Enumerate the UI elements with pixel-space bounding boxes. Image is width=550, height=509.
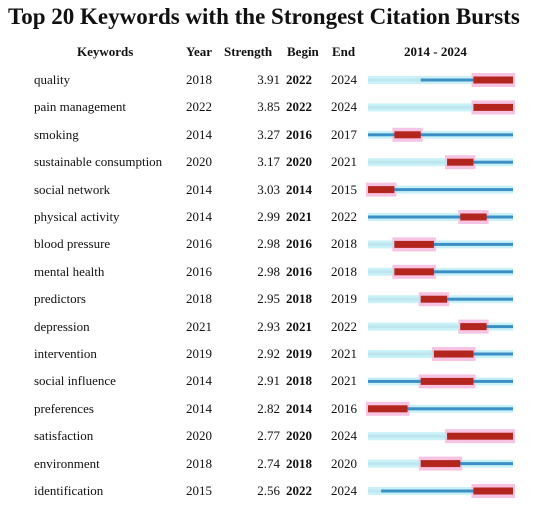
row-strength: 2.93 (257, 318, 280, 334)
row-begin: 2022 (286, 483, 312, 498)
chart-title: Top 20 Keywords with the Strongest Citation Bursts (8, 4, 520, 29)
row-strength: 2.95 (257, 291, 280, 307)
row-strength: 2.99 (257, 209, 280, 224)
burst-bar (421, 460, 461, 467)
row-strength: 3.03 (257, 181, 280, 197)
burst-bar (473, 77, 513, 84)
row-begin: 2021 (286, 209, 312, 224)
row-end: 2016 (331, 400, 357, 416)
inactive-segment (368, 243, 394, 246)
row-keyword: intervention (34, 346, 97, 361)
active-segment (368, 216, 513, 219)
row-begin: 2016 (286, 263, 312, 279)
header-range: 2014 - 2024 (404, 44, 467, 59)
row-year: 2021 (186, 318, 212, 334)
burst-bar (368, 186, 394, 193)
row-begin: 2016 (286, 236, 312, 252)
row-end: 2022 (331, 318, 357, 334)
row-year: 2018 (186, 455, 212, 471)
row-keyword: social network (34, 181, 111, 197)
row-year: 2014 (186, 209, 212, 224)
row-keyword: preferences (34, 400, 94, 416)
row-strength: 2.82 (257, 400, 280, 416)
row-keyword: pain management (34, 99, 127, 115)
row-keyword: social influence (34, 373, 116, 389)
row-strength: 2.74 (257, 455, 280, 471)
row-keyword: environment (34, 455, 100, 471)
inactive-segment (368, 353, 434, 356)
row-keyword: sustainable consumption (34, 154, 163, 170)
inactive-segment (368, 106, 473, 109)
row-end: 2020 (331, 455, 357, 471)
row-keyword: depression (34, 318, 90, 334)
row-begin: 2021 (286, 318, 312, 334)
row-end: 2019 (331, 291, 357, 307)
burst-bar (394, 241, 434, 248)
row-year: 2018 (186, 72, 212, 87)
burst-bar (394, 268, 434, 275)
row-strength: 2.92 (257, 346, 280, 361)
header-keywords: Keywords (77, 44, 134, 59)
row-keyword: quality (34, 72, 71, 87)
row-end: 2021 (331, 373, 357, 389)
row-end: 2024 (331, 483, 357, 498)
row-keyword: predictors (34, 291, 86, 307)
row-begin: 2022 (286, 72, 312, 87)
row-begin: 2022 (286, 99, 312, 115)
row-year: 2020 (186, 428, 212, 444)
row-year: 2016 (186, 236, 212, 252)
row-year: 2014 (186, 126, 212, 142)
inactive-segment (368, 298, 421, 301)
inactive-segment (368, 325, 460, 328)
row-end: 2022 (331, 209, 357, 224)
header-year: Year (186, 44, 212, 59)
burst-bar (447, 433, 513, 440)
row-strength: 3.17 (257, 154, 280, 170)
inactive-segment (368, 490, 381, 493)
header-begin: Begin (287, 44, 319, 59)
inactive-segment (368, 161, 447, 164)
row-strength: 3.85 (257, 99, 280, 115)
inactive-segment (368, 462, 421, 465)
row-begin: 2018 (286, 291, 312, 307)
row-end: 2024 (331, 72, 357, 87)
row-begin: 2018 (286, 373, 312, 389)
row-begin: 2020 (286, 428, 312, 444)
row-begin: 2018 (286, 455, 312, 471)
row-strength: 2.56 (257, 483, 280, 498)
row-year: 2014 (186, 400, 212, 416)
row-end: 2018 (331, 263, 357, 279)
row-strength: 2.91 (257, 373, 280, 389)
row-year: 2014 (186, 373, 212, 389)
row-begin: 2019 (286, 346, 312, 361)
active-segment (368, 133, 513, 136)
row-begin: 2014 (286, 400, 312, 416)
row-year: 2015 (186, 483, 212, 498)
row-strength: 2.98 (257, 236, 280, 252)
row-year: 2022 (186, 99, 212, 115)
row-begin: 2016 (286, 126, 312, 142)
row-year: 2019 (186, 346, 212, 361)
burst-bar (434, 351, 474, 358)
row-end: 2024 (331, 428, 357, 444)
row-keyword: identification (34, 483, 104, 498)
row-end: 2017 (331, 126, 357, 142)
row-strength: 3.91 (257, 72, 280, 87)
row-year: 2020 (186, 154, 212, 170)
row-year: 2018 (186, 291, 212, 307)
row-end: 2021 (331, 346, 357, 361)
burst-bar (460, 323, 486, 330)
row-strength: 2.98 (257, 263, 280, 279)
burst-bar (421, 378, 474, 385)
row-keyword: satisfaction (34, 428, 94, 444)
row-end: 2015 (331, 181, 357, 197)
burst-bar (394, 131, 420, 138)
row-begin: 2020 (286, 154, 312, 170)
burst-bar (473, 488, 513, 495)
header-end: End (332, 44, 356, 59)
row-end: 2018 (331, 236, 357, 252)
row-keyword: smoking (34, 126, 79, 142)
inactive-segment (368, 435, 447, 438)
burst-bar (447, 159, 473, 166)
burst-bar (473, 104, 513, 111)
row-year: 2016 (186, 263, 212, 279)
row-begin: 2014 (286, 181, 312, 197)
burst-bar (368, 405, 408, 412)
burst-bar (460, 214, 486, 221)
row-end: 2021 (331, 154, 357, 170)
inactive-segment (368, 270, 394, 273)
row-strength: 3.27 (257, 126, 280, 142)
header-strength: Strength (224, 44, 273, 59)
row-keyword: mental health (34, 263, 105, 279)
row-keyword: physical activity (34, 209, 120, 224)
row-strength: 2.77 (257, 428, 280, 444)
inactive-segment (368, 79, 421, 82)
row-keyword: blood pressure (34, 236, 111, 252)
burst-bar (421, 296, 447, 303)
row-year: 2014 (186, 181, 212, 197)
row-end: 2024 (331, 99, 357, 115)
